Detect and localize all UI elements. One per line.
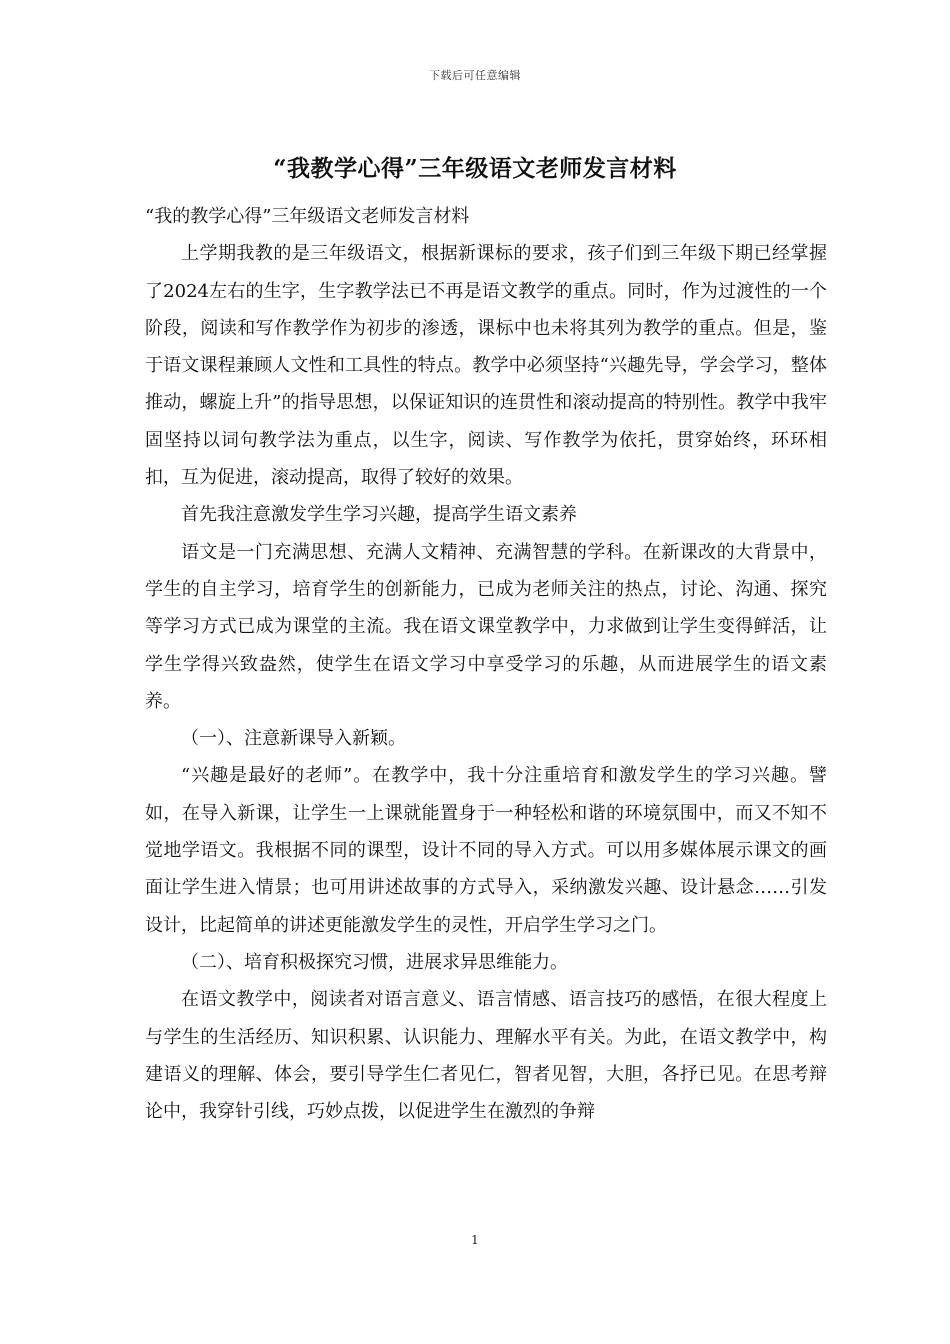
section-heading: （一）、注意新课导入新颖。 xyxy=(181,728,406,750)
body-paragraph: 在语文教学中，阅读者对语言意义、语言情感、语言技巧的感悟，在很大程度上与学生的生活经历、知识积累、认识能力、理解水平有关。为此，在语文教学中，构建语义的理解、体会，要引导学生仁者见仁，智者见智，大胆，各抒已见。在思考辩论中，我穿针引线，巧妙点拨，以促进学生在激烈的争辩 xyxy=(145,989,827,1123)
page-number: 1 xyxy=(471,1233,479,1247)
body-paragraph: “兴趣是最好的老师”。在教学中，我十分注重培育和激发学生的学习兴趣。譬如，在导入新课，让学生一上课就能置身于一种轻松和谐的环境氛围中，而又不知不觉地学语文。我根据不同的课型，设计不同的导入方式。可以用多媒体展示课文的画面让学生进入情景；也可用讲述故事的方式导入，采纳激发兴趣、设计悬念……引发设计，比起简单的讲述更能激发学生的灵性，开启学生学习之门。 xyxy=(145,765,827,936)
section-heading: （二）、培育积极探究习惯，进展求异思维能力。 xyxy=(181,951,568,973)
document-body xyxy=(145,198,827,1130)
page-header-note: 下载后可任意编辑 xyxy=(429,69,521,82)
document-title: “我教学心得”三年级语文老师发言材料 xyxy=(273,155,677,182)
body-paragraph: 上学期我教的是三年级语文，根据新课标的要求，孩子们到三年级下期已经掌握了2024左右的生字，生字教学法已不再是语文教学的重点。同时，作为过渡性的一个阶段，阅读和写作教学作为初步的渗透，课标中也未将其列为教学的重点。但是，鉴于语文课程兼顾人文性和工具性的特点。教学中必须坚持“兴趣先导，学会学习，整体推动，螺旋上升”的指导思想，以保证知识的连贯性和滚动提高的特别性。教学中我牢固坚持以词句教学法为重点，以生字，阅读、写作教学为依托，贯穿始终，环环相扣，互为促进，滚动提高，取得了较好的效果。 xyxy=(145,243,827,489)
section-heading: 首先我注意激发学生学习兴趣，提高学生语文素养 xyxy=(181,504,577,526)
subtitle-paragraph: “我的教学心得”三年级语文老师发言材料 xyxy=(145,206,470,227)
body-paragraph: 语文是一门充满思想、充满人文精神、充满智慧的学科。在新课改的大背景中，学生的自主学习，培育学生的创新能力，已成为老师关注的热点，讨论、沟通、探究等学习方式已成为课堂的主流。我在语文课堂教学中，力求做到让学生变得鲜活，让学生学得兴致盎然，使学生在语文学习中享受学习的乐趣，从而进展学生的语文素养。 xyxy=(145,541,827,712)
